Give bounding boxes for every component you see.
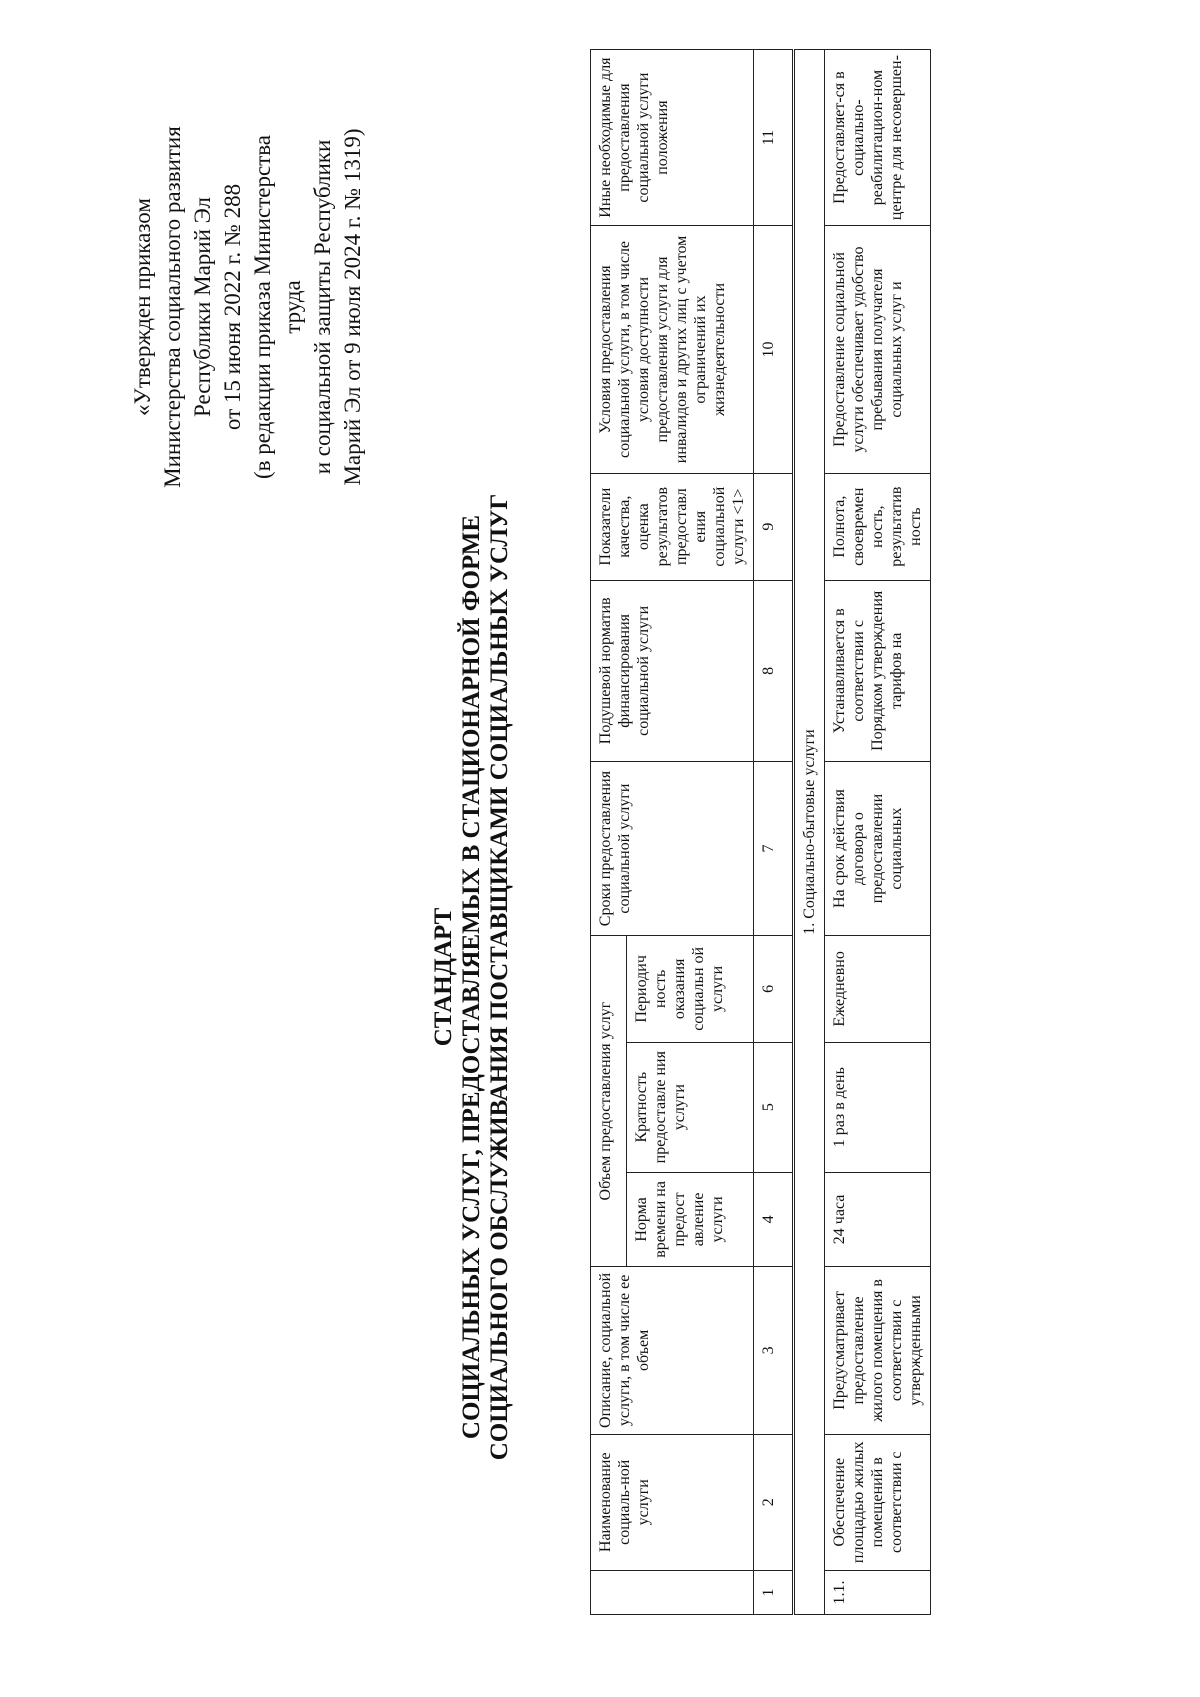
column-number: 7	[754, 762, 794, 936]
header-line: и социальной защиты Республики	[310, 139, 335, 475]
column-number: 5	[754, 1042, 794, 1172]
title-line-2: СОЦИАЛЬНЫХ УСЛУГ, ПРЕДОСТАВЛЯЕМЫХ В СТАЦИОНАРНОЙ ФОРМЕ	[458, 514, 485, 1440]
cell-multiplicity: 1 раз в день	[825, 1042, 931, 1172]
header-line: труда	[280, 280, 305, 334]
header-cell-terms: Сроки предоставления социальной услуги	[591, 762, 754, 936]
header-cell-conditions: Условия предоставления социальной услуги, в том числе условия доступности предоставления услуги для инвалидов и других лиц с учетом ограничений их жизнедеятельности	[591, 226, 754, 474]
document-title	[430, 407, 514, 1547]
header-cell-quality: Показатели качества, оценка результатов предоставл ения социальной услуги <1>	[591, 473, 754, 580]
cell-periodicity: Ежедневно	[825, 935, 931, 1042]
cell-time-norm: 24 часа	[825, 1172, 931, 1267]
section-row	[794, 50, 825, 1615]
cell-conditions: Предоставление социальной услуги обеспечивает удобство пребывания получателя социальных услуг и	[825, 226, 931, 474]
approval-header	[128, 97, 368, 517]
column-number: 1	[754, 1570, 794, 1614]
row-number: 1.1.	[825, 1570, 931, 1614]
standard-table	[590, 49, 931, 1615]
header-line: Республики Марий Эл	[190, 196, 215, 418]
cell-other: Предоставляет-ся в социально-реабилитацион-ном центре для несовершен-	[825, 50, 931, 226]
column-number: 4	[754, 1172, 794, 1267]
header-cell-volume-group: Объем предоставления услуг	[591, 935, 627, 1266]
header-cell-other: Иные необходимые для предоставления социальной услуги положения	[591, 50, 754, 226]
column-number-row	[754, 50, 794, 1615]
cell-service-name: Обеспечение площадью жилых помещений в соответствии с	[825, 1434, 931, 1570]
column-number: 10	[754, 226, 794, 474]
column-number: 9	[754, 473, 794, 580]
section-title: 1. Социально-бытовые услуги	[794, 50, 825, 1615]
header-line: Марий Эл от 9 июля 2024 г. № 1319)	[340, 128, 365, 486]
column-number: 11	[754, 50, 794, 226]
header-cell-multiplicity: Кратность предоставле ния услуги	[626, 1042, 753, 1172]
header-line: от 15 июня 2022 г. № 288	[220, 183, 245, 431]
cell-description: Предусматривает предоставление жилого помещения в соответствии с утвержденными	[825, 1267, 931, 1434]
column-number: 2	[754, 1434, 794, 1570]
title-line-3: СОЦИАЛЬНОГО ОБСЛУЖИВАНИЯ ПОСТАВЩИКАМИ СОЦИАЛЬНЫХ УСЛУГ	[486, 493, 513, 1461]
header-row-1	[591, 50, 627, 1615]
header-line: Министерства социального развития	[160, 126, 185, 488]
column-number: 3	[754, 1267, 794, 1434]
header-line: «Утвержден приказом	[130, 198, 155, 416]
cell-funding: Устанавливается в соответствии с Порядком утверждения тарифов на	[825, 580, 931, 762]
column-number: 8	[754, 580, 794, 762]
cell-quality: Полнота, своевремен ность, результатив ность	[825, 473, 931, 580]
header-cell-periodicity: Периодич ность оказания социальн ой услуги	[626, 935, 753, 1042]
header-cell-time-norm: Норма времени на предост авление услуги	[626, 1172, 753, 1267]
table-row	[825, 50, 931, 1615]
title-line-1: СТАНДАРТ	[430, 907, 457, 1047]
header-line: (в редакции приказа Министерства	[250, 135, 275, 480]
header-cell-description: Описание, социальной услуги, в том числе ее объем	[591, 1267, 754, 1434]
cell-terms: На срок действия договора о предоставлении социальных	[825, 762, 931, 936]
column-number: 6	[754, 935, 794, 1042]
header-cell-number	[591, 1570, 754, 1614]
header-cell-funding: Подушевой норматив финансирования социальной услуги	[591, 580, 754, 762]
header-cell-service-name: Наименование социаль-ной услуги	[591, 1434, 754, 1570]
